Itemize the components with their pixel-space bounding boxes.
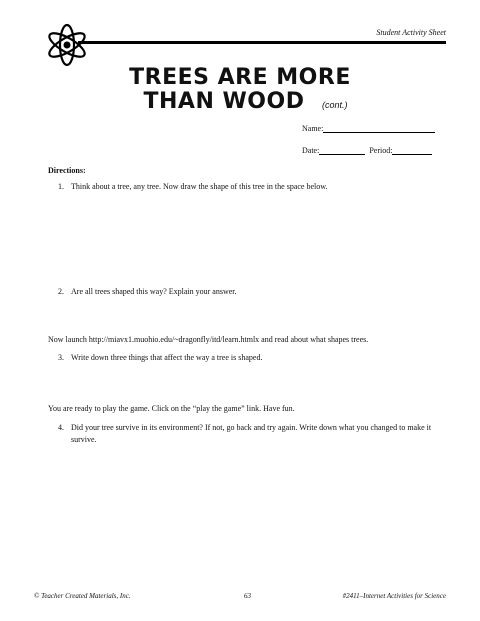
question-number: 3. — [58, 353, 64, 362]
question-number: 2. — [58, 287, 64, 296]
date-blank[interactable] — [319, 146, 365, 155]
ready-instructions: You are ready to play the game. Click on the “play the game” link. Have fun. — [48, 404, 295, 413]
question-text: Are all trees shaped this way? Explain your answer. — [71, 287, 237, 296]
question-text: Think about a tree, any tree. Now draw the shape of this tree in the space below. — [71, 182, 328, 191]
footer-book-title: #2411–Internet Activities for Science — [342, 592, 446, 600]
header-rule — [78, 41, 446, 44]
sheet-label: Student Activity Sheet — [376, 28, 446, 37]
date-field[interactable] — [302, 146, 432, 155]
period-label: Period: — [369, 146, 393, 155]
launch-instructions: Now launch http://miavx1.muohio.edu/~dragonfly/itd/learn.htmlx and read about what shapes trees. — [48, 335, 369, 344]
question-number: 1. — [58, 182, 64, 191]
title-continued: (cont.) — [322, 100, 348, 110]
page-title-line2: THAN WOOD — [143, 89, 305, 114]
date-label: Date: — [302, 146, 320, 155]
question-4 — [58, 422, 438, 446]
name-label: Name: — [302, 124, 324, 133]
atom-icon — [44, 22, 90, 68]
question-text: Did your tree survive in its environment? If not, go back and try again. Write down what you changed to make it survive. — [71, 423, 432, 444]
page-title-line1: TREES ARE MORE — [129, 65, 351, 90]
period-blank[interactable] — [392, 146, 432, 155]
footer-page-number: 63 — [244, 592, 251, 600]
question-text: Write down three things that affect the way a tree is shaped. — [71, 353, 263, 362]
question-1 — [58, 181, 438, 193]
directions-heading: Directions: — [48, 166, 86, 175]
footer-copyright: © Teacher Created Materials, Inc. — [34, 592, 131, 600]
question-number: 4. — [58, 423, 64, 432]
question-2 — [58, 286, 438, 298]
question-3 — [58, 352, 438, 364]
name-field[interactable] — [302, 124, 435, 133]
name-blank[interactable] — [323, 124, 435, 133]
